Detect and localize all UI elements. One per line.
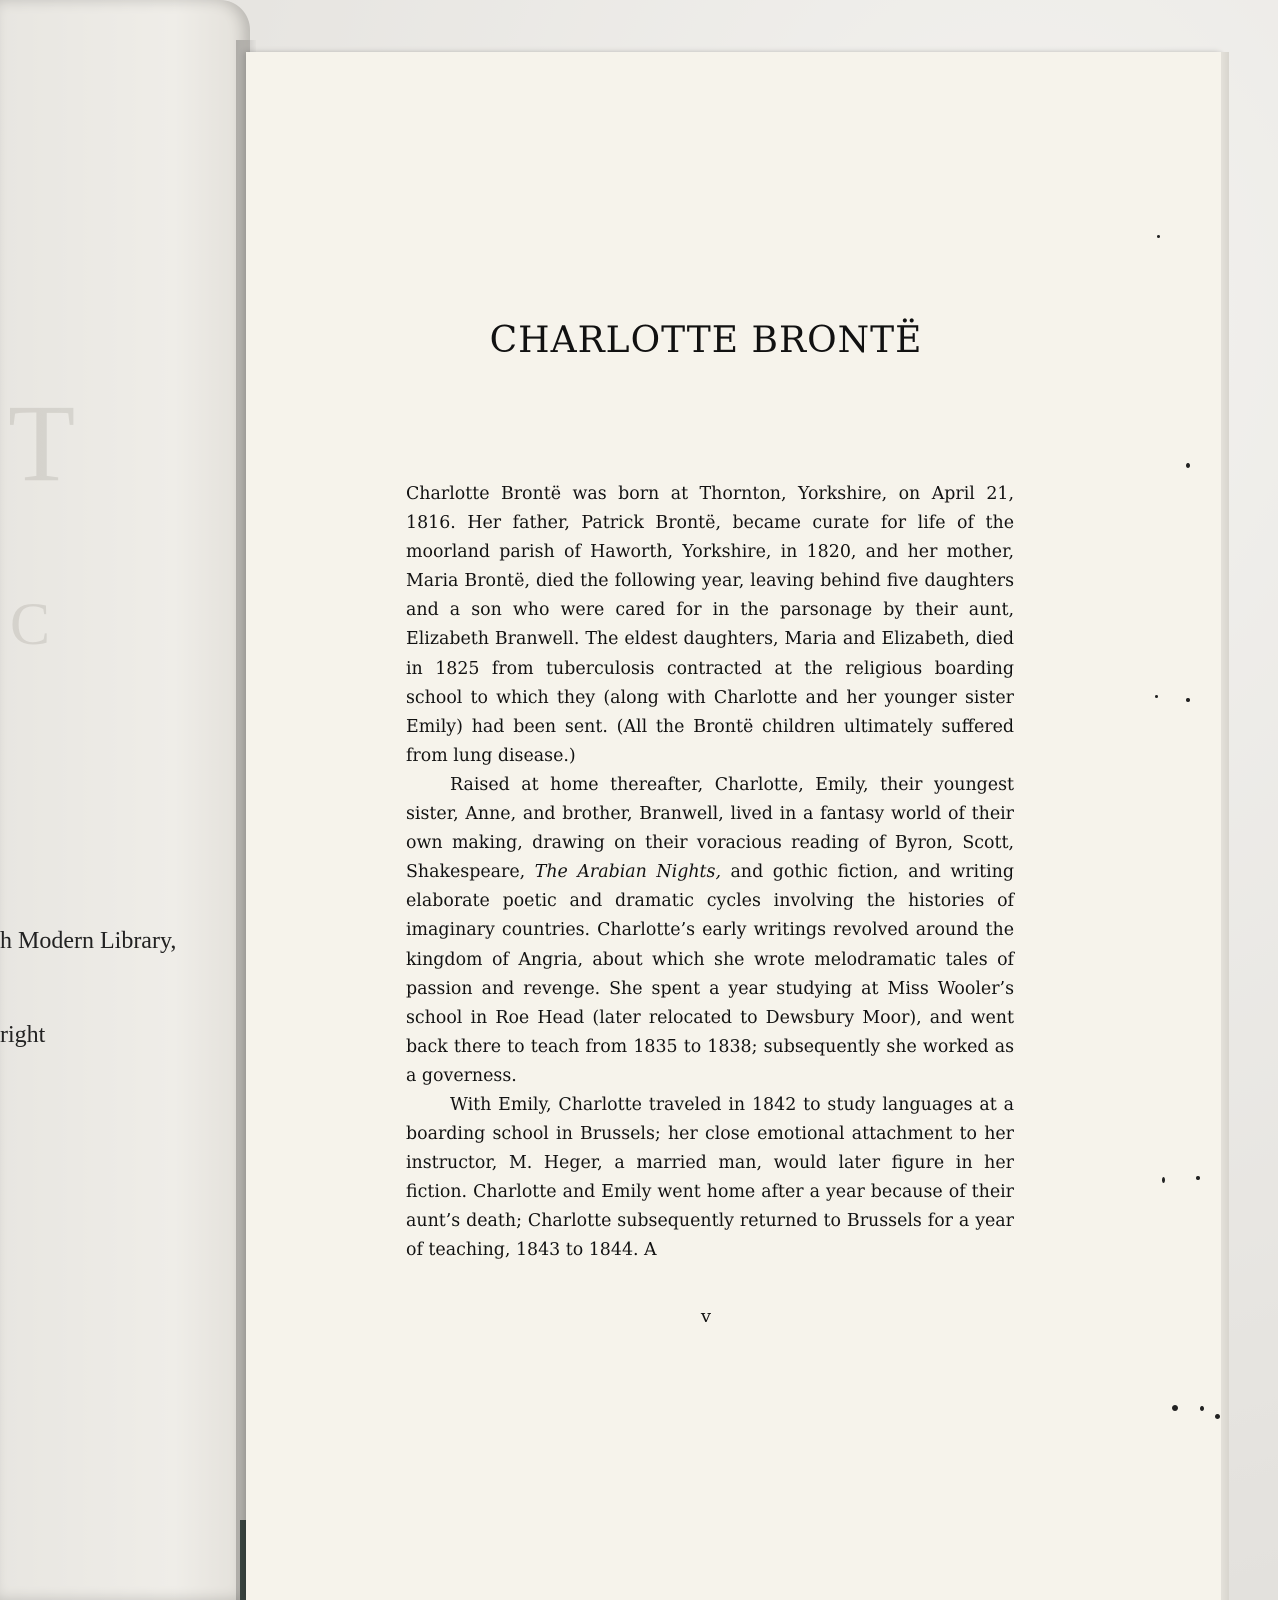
speck bbox=[1157, 235, 1160, 238]
speck bbox=[1162, 1177, 1165, 1183]
paragraph: Charlotte Brontë was born at Thornton, Yorkshire, on April 21, 1816. Her father, Patrick Brontë, became curate for life of the moorland parish of Haworth, Yorkshire, in 1820, and her mother, Maria Brontë, died the following year, leaving behind five daughters and a son who were cared for in the parsonage by their aunt, Elizabeth Branwell. The eldest daughters, Maria and Elizabeth, died in 1825 from tuberculosis contracted at the religious boarding school to which they (along with Charlotte and her younger sister Emily) had been sent. (All the Brontë children ultimately suffered from lung disease.) bbox=[406, 484, 1014, 766]
page-edges bbox=[1221, 52, 1229, 1600]
left-page bbox=[0, 0, 250, 1600]
paragraph: With Emily, Charlotte traveled in 1842 to study languages at a boarding school in Brussels; her close emotional attachment to her instructor, M. Heger, a married man, would later figure in her fiction. Charlotte and Emily went home after a year because of their aunt’s death; Charlotte subsequently returned to Brussels for a year of teaching, 1843 to 1844. A bbox=[406, 1094, 1014, 1261]
right-page bbox=[246, 52, 1221, 1600]
speck bbox=[1186, 698, 1190, 702]
paragraph-text: Raised at home thereafter, Charlotte, Emily, their youngest sister, Anne, and brother, Branwell, lived in a fantasy world of their own making, drawing on their voracious reading of Byron, Scott, Shakespeare, bbox=[406, 774, 1014, 883]
speck bbox=[1200, 1406, 1204, 1411]
speck bbox=[1215, 1414, 1220, 1419]
left-page-text-fragment: h Modern Library, bbox=[0, 928, 177, 954]
show-through-letter: C bbox=[10, 591, 51, 657]
paragraph bbox=[406, 771, 1014, 1091]
italic-book-title: The Arabian Nights, bbox=[534, 862, 721, 883]
body-text bbox=[406, 480, 1014, 1266]
paragraph-text: and gothic fiction, and writing elaborate poetic and dramatic cycles involving the histories of imaginary countries. Charlotte’s early writings revolved around the kingdom of Angria, about which she wrote melodramatic tales of passion and revenge. She spent a year studying at Miss Wooler’s school in Roe Head (later relocated to Dewsbury Moor), and went back there to teach from 1835 to 1838; subsequently she worked as a governess. bbox=[406, 862, 1014, 1086]
speck bbox=[1155, 695, 1158, 698]
page-title: CHARLOTTE BRONTË bbox=[489, 320, 923, 361]
speck bbox=[1196, 1176, 1200, 1180]
speck bbox=[1172, 1405, 1178, 1411]
page-number: v bbox=[700, 1306, 712, 1327]
show-through-letter: T bbox=[8, 382, 76, 504]
left-page-text-fragment: right bbox=[0, 1022, 46, 1048]
speck bbox=[1186, 463, 1190, 468]
